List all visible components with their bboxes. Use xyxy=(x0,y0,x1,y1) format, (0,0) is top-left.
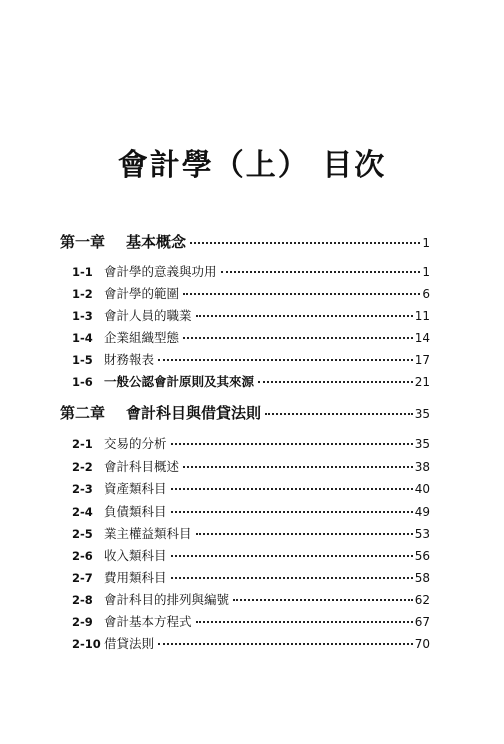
toc-chapter-2[interactable] xyxy=(60,402,430,423)
section-number: 1-3 xyxy=(72,309,93,323)
toc-section-2-2[interactable] xyxy=(72,457,430,475)
dot-leader xyxy=(221,271,421,273)
section-number: 2-8 xyxy=(72,593,93,607)
dot-leader xyxy=(171,511,413,513)
toc-section-1-5[interactable] xyxy=(72,350,430,368)
section-title: 會計基本方程式 xyxy=(104,614,192,629)
dot-leader xyxy=(196,315,413,317)
section-number: 1-1 xyxy=(72,265,93,279)
section-number: 1-4 xyxy=(72,331,93,345)
toc-section-1-4[interactable] xyxy=(72,328,430,346)
section-number: 2-3 xyxy=(72,482,93,496)
dot-leader xyxy=(258,381,413,383)
dot-leader xyxy=(265,413,413,415)
toc-section-2-10[interactable] xyxy=(72,634,430,652)
page-number: 35 xyxy=(414,407,430,421)
toc-section-2-9[interactable] xyxy=(72,612,430,630)
chapter-number: 第二章 xyxy=(60,404,106,422)
chapter-number: 第一章 xyxy=(60,233,106,251)
chapter-title: 會計科目與借貸法則 xyxy=(126,404,262,422)
section-number: 2-10 xyxy=(72,637,101,651)
dot-leader xyxy=(171,577,413,579)
dot-leader xyxy=(183,337,413,339)
section-number: 2-7 xyxy=(72,571,93,585)
section-title: 借貸法則 xyxy=(104,636,155,651)
toc-chapter-1[interactable] xyxy=(60,231,430,252)
chapter-title: 基本概念 xyxy=(126,233,187,251)
page-number: 21 xyxy=(414,375,430,389)
page-title: 會計學（上） 目次 xyxy=(117,148,387,183)
section-title: 費用類科目 xyxy=(104,570,167,585)
toc-section-2-5[interactable] xyxy=(72,524,430,542)
toc-section-2-8[interactable] xyxy=(72,590,430,608)
section-title: 交易的分析 xyxy=(104,436,167,451)
page-number: 53 xyxy=(414,527,430,541)
toc-section-2-4[interactable] xyxy=(72,502,430,520)
toc-section-2-7[interactable] xyxy=(72,568,430,586)
section-number: 2-5 xyxy=(72,527,93,541)
section-title: 收入類科目 xyxy=(104,548,167,563)
page-number: 14 xyxy=(414,331,430,345)
toc-section-1-2[interactable] xyxy=(72,284,430,302)
page-number: 1 xyxy=(422,236,430,250)
page-number: 6 xyxy=(422,287,430,301)
page-number: 62 xyxy=(414,593,430,607)
dot-leader xyxy=(158,359,413,361)
section-number: 2-6 xyxy=(72,549,93,563)
section-number: 2-2 xyxy=(72,460,93,474)
dot-leader xyxy=(171,443,413,445)
section-title: 業主權益類科目 xyxy=(104,526,192,541)
section-title: 負債類科目 xyxy=(104,504,167,519)
dot-leader xyxy=(171,555,413,557)
dot-leader xyxy=(183,293,420,295)
toc-section-2-1[interactable] xyxy=(72,434,430,452)
section-title: 會計學的範圍 xyxy=(104,286,180,301)
page-number: 56 xyxy=(414,549,430,563)
page-number: 40 xyxy=(414,482,430,496)
dot-leader xyxy=(233,599,413,601)
toc-section-1-3[interactable] xyxy=(72,306,430,324)
page-number: 38 xyxy=(414,460,430,474)
section-title: 一般公認會計原則及其來源 xyxy=(104,374,255,389)
dot-leader xyxy=(183,466,413,468)
section-title: 會計人員的職業 xyxy=(104,308,192,323)
page-number: 35 xyxy=(414,437,430,451)
page-number: 17 xyxy=(414,353,430,367)
page-number: 58 xyxy=(414,571,430,585)
section-title: 會計科目概述 xyxy=(104,459,180,474)
dot-leader xyxy=(190,242,420,244)
page-number: 1 xyxy=(422,265,430,279)
page-number: 70 xyxy=(414,637,430,651)
section-title: 資產類科目 xyxy=(104,481,167,496)
dot-leader xyxy=(196,533,413,535)
section-number: 1-5 xyxy=(72,353,93,367)
page-number: 49 xyxy=(414,505,430,519)
section-number: 1-2 xyxy=(72,287,93,301)
toc-section-1-1[interactable] xyxy=(72,262,430,280)
page-number: 11 xyxy=(414,309,430,323)
toc-section-1-6[interactable] xyxy=(72,372,430,390)
section-number: 2-4 xyxy=(72,505,93,519)
section-number: 2-1 xyxy=(72,437,93,451)
section-title: 會計學的意義與功用 xyxy=(104,264,217,279)
toc-section-2-3[interactable] xyxy=(72,479,430,497)
section-title: 財務報表 xyxy=(104,352,155,367)
page-number: 67 xyxy=(414,615,430,629)
section-number: 1-6 xyxy=(72,375,93,389)
section-title: 企業組織型態 xyxy=(104,330,180,345)
toc-section-2-6[interactable] xyxy=(72,546,430,564)
section-number: 2-9 xyxy=(72,615,93,629)
dot-leader xyxy=(171,488,413,490)
dot-leader xyxy=(158,643,413,645)
section-title: 會計科目的排列與編號 xyxy=(104,592,230,607)
dot-leader xyxy=(196,621,413,623)
